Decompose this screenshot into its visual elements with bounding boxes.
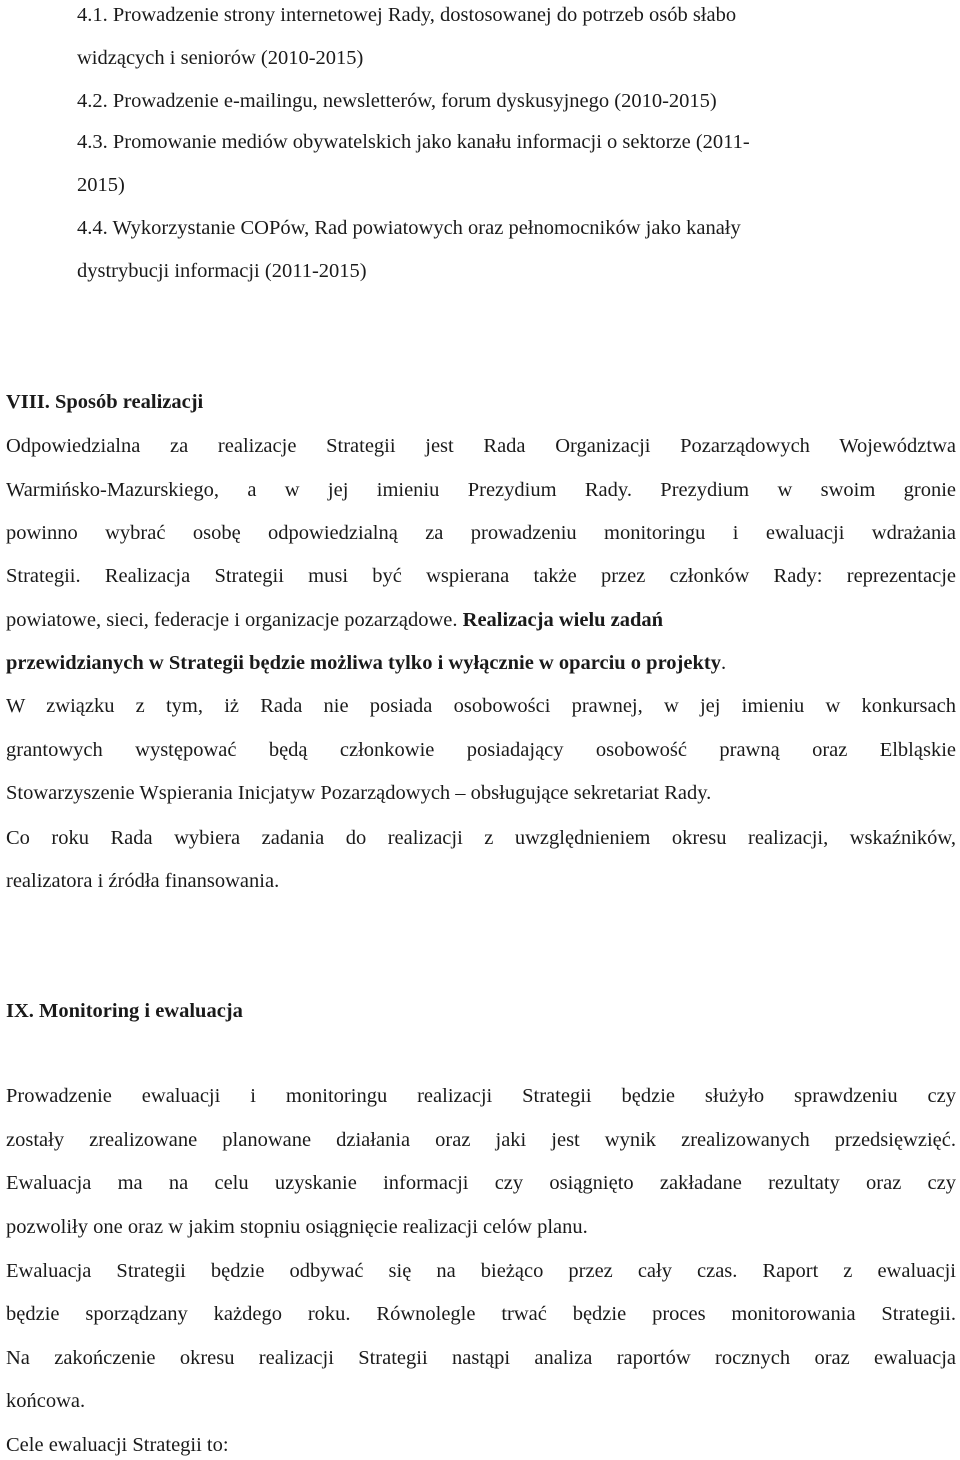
section-viii-p3-line1: Co roku Rada wybiera zadania do realizacji z uwzględnieniem okresu realizacji, wskaźników, [6, 827, 956, 849]
section-ix-heading: IX. Monitoring i ewaluacja [6, 1000, 243, 1022]
list-item-4-4-line2: dystrybucji informacji (2011-2015) [77, 260, 367, 282]
list-item-4-1-line1: 4.1. Prowadzenie strony internetowej Rady, dostosowanej do potrzeb osób słabo [77, 4, 737, 26]
section-ix-p2-line2: będzie sporządzany każdego roku. Równolegle trwać będzie proces monitorowania Strategii. [6, 1303, 956, 1325]
list-item-4-4-line1: 4.4. Wykorzystanie COPów, Rad powiatowych oraz pełnomocników jako kanały [77, 217, 741, 239]
section-viii-p1-line2: Warmińsko-Mazurskiego, a w jej imieniu Prezydium Rady. Prezydium w swoim gronie [6, 479, 956, 501]
section-viii-p1-line4: Strategii. Realizacja Strategii musi być wspierana także przez członków Rady: reprezentacje [6, 565, 956, 587]
section-ix-p3: Cele ewaluacji Strategii to: [6, 1434, 229, 1456]
section-ix-p1-line2: zostały zrealizowane planowane działania oraz jaki jest wynik zrealizowanych przedsięwzięć. [6, 1129, 956, 1151]
section-viii-p2-line1: W związku z tym, iż Rada nie posiada osobowości prawnej, w jej imieniu w konkursach [6, 695, 956, 717]
list-item-4-3-line1: 4.3. Promowanie mediów obywatelskich jako kanału informacji o sektorze (2011- [77, 131, 750, 153]
section-viii-p1-line3: powinno wybrać osobę odpowiedzialną za prowadzeniu monitoringu i ewaluacji wdrażania [6, 522, 956, 544]
section-viii-p1-line5 [6, 608, 663, 632]
section-viii-p2-line2: grantowych występować będą członkowie posiadający osobowość prawną oraz Elbląskie [6, 739, 956, 761]
section-ix-p2-line3: Na zakończenie okresu realizacji Strategii nastąpi analiza raportów rocznych oraz ewaluacja [6, 1347, 956, 1369]
section-viii-p1-line5-bold: Realizacja wielu zadań [462, 609, 664, 631]
list-item-4-3-line2: 2015) [77, 174, 125, 196]
section-ix-p2-line4: końcowa. [6, 1390, 86, 1412]
section-viii-p3-line2: realizatora i źródła finansowania. [6, 870, 280, 892]
section-viii-p1-line1: Odpowiedzialna za realizacje Strategii jest Rada Organizacji Pozarządowych Województwa [6, 435, 956, 457]
section-ix-p1-line4: pozwoliły one oraz w jakim stopniu osiągnięcie realizacji celów planu. [6, 1216, 588, 1238]
section-viii-p2-line3: Stowarzyszenie Wspierania Inicjatyw Pozarządowych – obsługujące sekretariat Rady. [6, 782, 712, 804]
section-viii-p1-line6-bold: przewidzianych w Strategii będzie możliwa tylko i wyłącznie w oparciu o projekty [6, 652, 721, 674]
section-viii-p1-line6 [6, 651, 726, 675]
list-item-4-1-line2: widzących i seniorów (2010-2015) [77, 47, 364, 69]
section-ix-p1-line3: Ewaluacja ma na celu uzyskanie informacji czy osiągnięto zakładane rezultaty oraz czy [6, 1172, 956, 1194]
section-viii-heading: VIII. Sposób realizacji [6, 391, 204, 413]
section-ix-p2-line1: Ewaluacja Strategii będzie odbywać się na bieżąco przez cały czas. Raport z ewaluacji [6, 1260, 956, 1282]
list-item-4-2: 4.2. Prowadzenie e-mailingu, newsletterów, forum dyskusyjnego (2010-2015) [77, 90, 717, 112]
section-viii-p1-line6-end: . [720, 652, 727, 674]
section-ix-p1-line1: Prowadzenie ewaluacji i monitoringu realizacji Strategii będzie służyło sprawdzeniu czy [6, 1085, 956, 1107]
section-viii-p1-line5-text: powiatowe, sieci, federacje i organizacje pozarządowe. [6, 609, 463, 631]
